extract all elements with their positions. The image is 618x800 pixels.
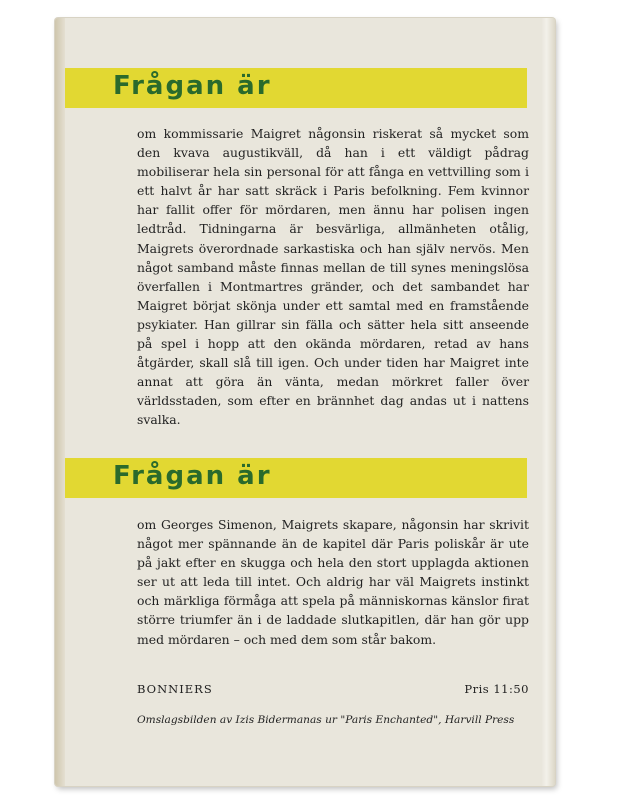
cover-photo-credit: Omslagsbilden av Izis Bidermanas ur "Paris Enchanted", Harvill Press <box>137 714 515 726</box>
section-heading-2: Frågan är <box>113 461 272 491</box>
section-heading-1: Frågan är <box>113 71 272 101</box>
book-back-cover <box>55 18 555 786</box>
price-label: Pris 11:50 <box>464 682 529 696</box>
section-body-2: om Georges Simenon, Maigrets skapare, någonsin har skrivit något mer spännande än de kapitel där Paris poliskår är ute på jakt efter en skugga och hela den stort upplagda aktionen ser ut att leda till intet. Och aldrig har väl Maigrets instinkt och märkliga förmåga att spela på människornas känslor firat större triumfer än i de laddade slutkapitlen, där han gör upp med mördaren – och med dem som står bakom. <box>137 517 529 647</box>
heading-band-2 <box>65 458 527 498</box>
publisher-name: BONNIERS <box>137 682 213 696</box>
heading-band-1 <box>65 68 527 108</box>
section-body-1: om kommissarie Maigret någonsin riskerat så mycket som den kvava augustikväll, då han i ett väldigt pådrag mobiliserar hela sin personal för att fånga en vettvilling som i ett halvt år har satt skräck i Paris befolkning. Fem kvinnor har fallit offer för mördaren, men ännu har polisen ingen ledtråd. Tidningarna är besvärliga, allmänheten otålig, Maigrets överordnade sarkastiska och han själv nervös. Men något samband måste finnas mellan de till synes meningslösa överfallen i Montmartres gränder, och det sambandet har Maigret börjat skönja under ett samtal med en framstående psykiater. Han gillrar sin fälla och sätter hela sitt anseende på spel i hopp att den okända mördaren, retad av hans åtgärder, skall slå till igen. Och under tiden har Maigret inte annat att göra än vänta, medan mörkret faller över världsstaden, som efter en brännhet dag andas ut i nattens svalka. <box>137 126 529 428</box>
